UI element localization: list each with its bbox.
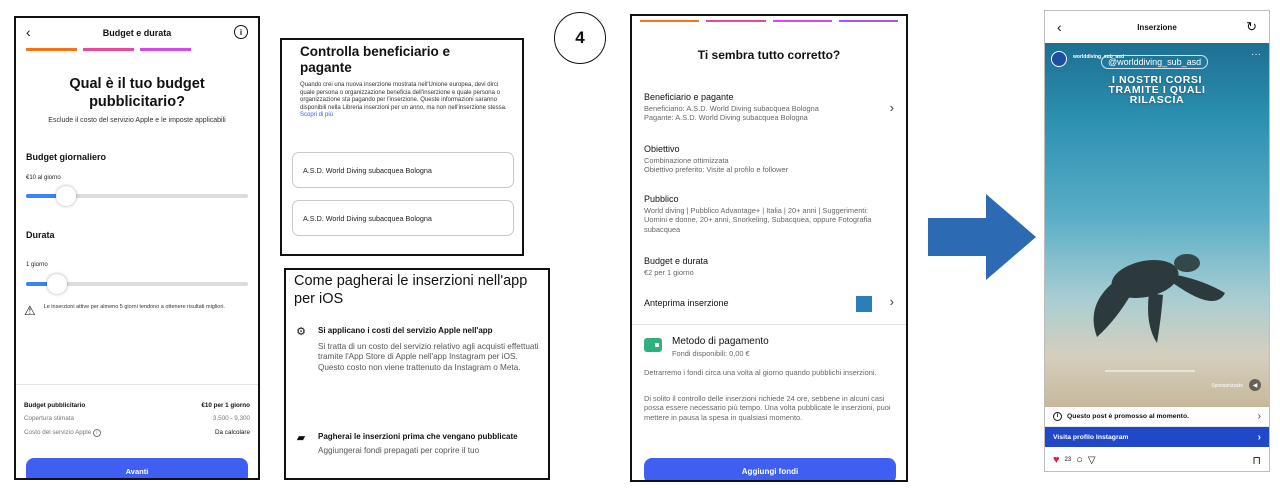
progress-segment [706, 20, 765, 22]
summary-line: Obiettivo preferito: Visite al profilo e follower [644, 165, 789, 175]
info-icon: i [1053, 412, 1062, 421]
progress-segment [773, 20, 832, 22]
funds-available: Fondi disponibili: 0,00 € [672, 349, 750, 358]
slider-knob[interactable] [56, 186, 76, 206]
summary-row [24, 402, 250, 409]
summary-value: 3,500 - 9,300 [212, 415, 250, 422]
ad-image [1045, 43, 1269, 407]
review-screen [630, 14, 908, 482]
summary-title: Pubblico [644, 194, 679, 204]
avatar[interactable] [1051, 51, 1067, 67]
beneficiary-title: Controlla beneficiario e pagante [300, 44, 451, 75]
summary-title: Budget e durata [644, 256, 709, 266]
summary-line: Pagante: A.S.D. World Diving subacquea Bologna [644, 113, 808, 123]
info-icon[interactable]: i [93, 429, 101, 437]
budget-subtitle: Esclude il costo del servizio Apple e le imposte applicabili [48, 117, 226, 124]
summary-line: World diving | Pubblico Advantage+ | Italia | 20+ anni | Suggerimenti: Uomini e donne, 20+ anni, Snorkeling, Subacquea, oppure Fotografia subacquea [644, 206, 872, 234]
duration-label: Durata [26, 230, 55, 240]
preview-header [1045, 11, 1269, 43]
payment-method-title: Metodo di pagamento [672, 336, 769, 347]
step-number-badge: 4 [554, 12, 606, 64]
slider-knob[interactable] [47, 274, 67, 294]
preview-thumbnail [856, 296, 872, 312]
summary-title: Obiettivo [644, 144, 680, 154]
review-note: Di solito il controllo delle inserzioni richiede 24 ore, sebbene in alcuni casi possa essere necessario più tempo. Una volta pubblicate le inserzioni, puoi mettere in pausa la spesa in qualsiasi momento. [644, 394, 891, 422]
summary-label: Copertura stimata [24, 415, 75, 422]
summary-line: Combinazione ottimizzata [644, 156, 729, 165]
summary-row [24, 415, 250, 422]
progress-bar [632, 16, 906, 22]
summary-label-text: Costo del servizio Apple [24, 429, 92, 436]
info-item-body: Si tratta di un costo del servizio relativo agli acquisti effettuati tramite l'App Store di Apple nell'app Instagram per iOS. Questo costo non viene trattenuto da Instagram o Meta. [318, 342, 539, 372]
heart-icon[interactable]: ♥ [1053, 454, 1060, 466]
objective-summary [644, 144, 876, 175]
warning-note [24, 304, 250, 317]
wallet-icon: ▰ [296, 432, 306, 444]
summary-value: Da calcolare [215, 429, 250, 436]
budget-question: Qual è il tuo budget pubblicitario? [69, 76, 205, 110]
summary-label: Budget pubblicitario [24, 402, 86, 409]
daily-budget-label: Budget giornaliero [26, 152, 107, 162]
progress-segment [839, 20, 898, 22]
daily-budget-value: €10 al giorno [26, 175, 61, 181]
progress-segment [640, 20, 699, 22]
review-question: Ti sembra tutto corretto? [697, 48, 841, 62]
payment-info-title: Come pagherai le inserzioni nell'app per iOS [294, 273, 528, 307]
wallet-icon [644, 338, 662, 352]
visit-profile-button[interactable] [1045, 427, 1269, 447]
back-icon[interactable]: ‹ [26, 24, 31, 40]
budget-summary [644, 256, 876, 277]
progress-segment [26, 48, 77, 51]
overlay-line: I NOSTRI CORSI [1111, 74, 1203, 86]
ad-preview-row[interactable] [644, 298, 876, 310]
info-item-title: Pagherai le inserzioni prima che vengano pubblicate [318, 432, 518, 441]
share-icon[interactable]: ▽ [1087, 454, 1096, 466]
action-bar [1053, 451, 1261, 469]
progress-segment [197, 48, 248, 51]
overlay-text [1045, 75, 1269, 105]
progress-segment [140, 48, 191, 51]
like-count: 23 [1064, 457, 1072, 463]
chevron-right-icon: › [1257, 431, 1261, 443]
duration-slider[interactable] [26, 282, 248, 286]
chevron-right-icon[interactable]: › [889, 100, 894, 115]
beneficiary-panel [280, 38, 524, 256]
learn-more-link[interactable]: Scopri di più [300, 112, 334, 119]
summary-value: €10 per 1 giorno [201, 402, 250, 409]
payment-info-panel [284, 268, 550, 480]
divider [16, 384, 258, 385]
divider [632, 324, 906, 325]
audience-summary [644, 194, 876, 234]
summary-line: €2 per 1 giorno [644, 268, 694, 277]
summary-row [24, 429, 250, 437]
summary-label [24, 429, 101, 437]
overlay-line: TRAMITE I QUALI [1108, 84, 1206, 96]
beneficiary-field[interactable]: A.S.D. World Diving subacquea Bologna [292, 152, 514, 188]
info-item [294, 432, 540, 456]
warning-icon: ⚠ [24, 303, 36, 318]
mute-icon[interactable]: ◀ [1249, 379, 1261, 391]
overlay-line: RILASCIA [1129, 94, 1185, 106]
ad-preview-screen [1044, 10, 1270, 472]
sponsored-label: Sponsorizzato [1211, 383, 1243, 389]
visit-text: Visita profilo Instagram [1053, 433, 1129, 441]
promoted-notice[interactable] [1045, 407, 1269, 427]
handle-overlay: @worlddiving_sub_asd [1101, 55, 1208, 69]
summary-title: Beneficiario e pagante [644, 92, 734, 102]
more-options-icon[interactable]: ··· [1251, 49, 1261, 60]
description-text: Quando crei una nuova inserzione mostrata nell'Unione europea, devi dirci quale persona o organizzazione beneficia dell'inserzione e quale persona o organizzazione sta pagando per l'inserzione. Queste informazioni saranno disponibili nella Libreria inserzioni per un anno, ma non nell'inserzione stessa. [300, 82, 507, 111]
info-item-title: Si applicano i costi del servizio Apple nell'app [318, 326, 493, 335]
promoted-text: Questo post è promosso al momento. [1067, 413, 1189, 420]
header-title: Inserzione [1137, 22, 1177, 32]
account-handle[interactable]: worlddiving_sub_asd [1073, 54, 1125, 60]
add-funds-button[interactable]: Aggiungi fondi [644, 458, 896, 482]
daily-budget-slider[interactable] [26, 194, 248, 198]
chevron-right-icon[interactable]: › [889, 294, 894, 309]
summary-title: Anteprima inserzione [644, 298, 729, 308]
back-icon[interactable]: ‹ [1057, 19, 1062, 35]
info-item-body: Aggiungerai fondi prepagati per coprire il tuo [318, 446, 480, 455]
next-button[interactable]: Avanti [26, 458, 248, 480]
gear-icon: ⚙ [296, 326, 306, 338]
progress-segment [83, 48, 134, 51]
comment-icon[interactable]: ○ [1076, 454, 1083, 466]
summary-line: Beneficiario: A.S.D. World Diving subacquea Bologna [644, 104, 819, 113]
header-title: Budget e durata [102, 28, 172, 38]
progress-bar [16, 48, 258, 51]
reload-icon[interactable]: ↻ [1246, 19, 1257, 34]
flow-arrow-icon [928, 194, 1036, 280]
payer-field[interactable]: A.S.D. World Diving subacquea Bologna [292, 200, 514, 236]
budget-header [16, 18, 258, 48]
funds-note: Detrarremo i fondi circa una volta al giorno quando pubblichi inserzioni. [644, 368, 877, 377]
info-item [294, 326, 540, 373]
bookmark-icon[interactable]: ⊓ [1252, 454, 1261, 467]
beneficiary-summary[interactable] [644, 92, 876, 123]
duration-value: 1 giorno [26, 262, 48, 268]
warning-text: Le inserzioni attive per almeno 5 giorni tendono a ottenere risultati migliori. [43, 304, 225, 310]
chevron-right-icon: › [1257, 411, 1261, 422]
budget-screen [14, 16, 260, 480]
info-icon[interactable]: i [234, 25, 248, 39]
beneficiary-description [300, 82, 514, 120]
